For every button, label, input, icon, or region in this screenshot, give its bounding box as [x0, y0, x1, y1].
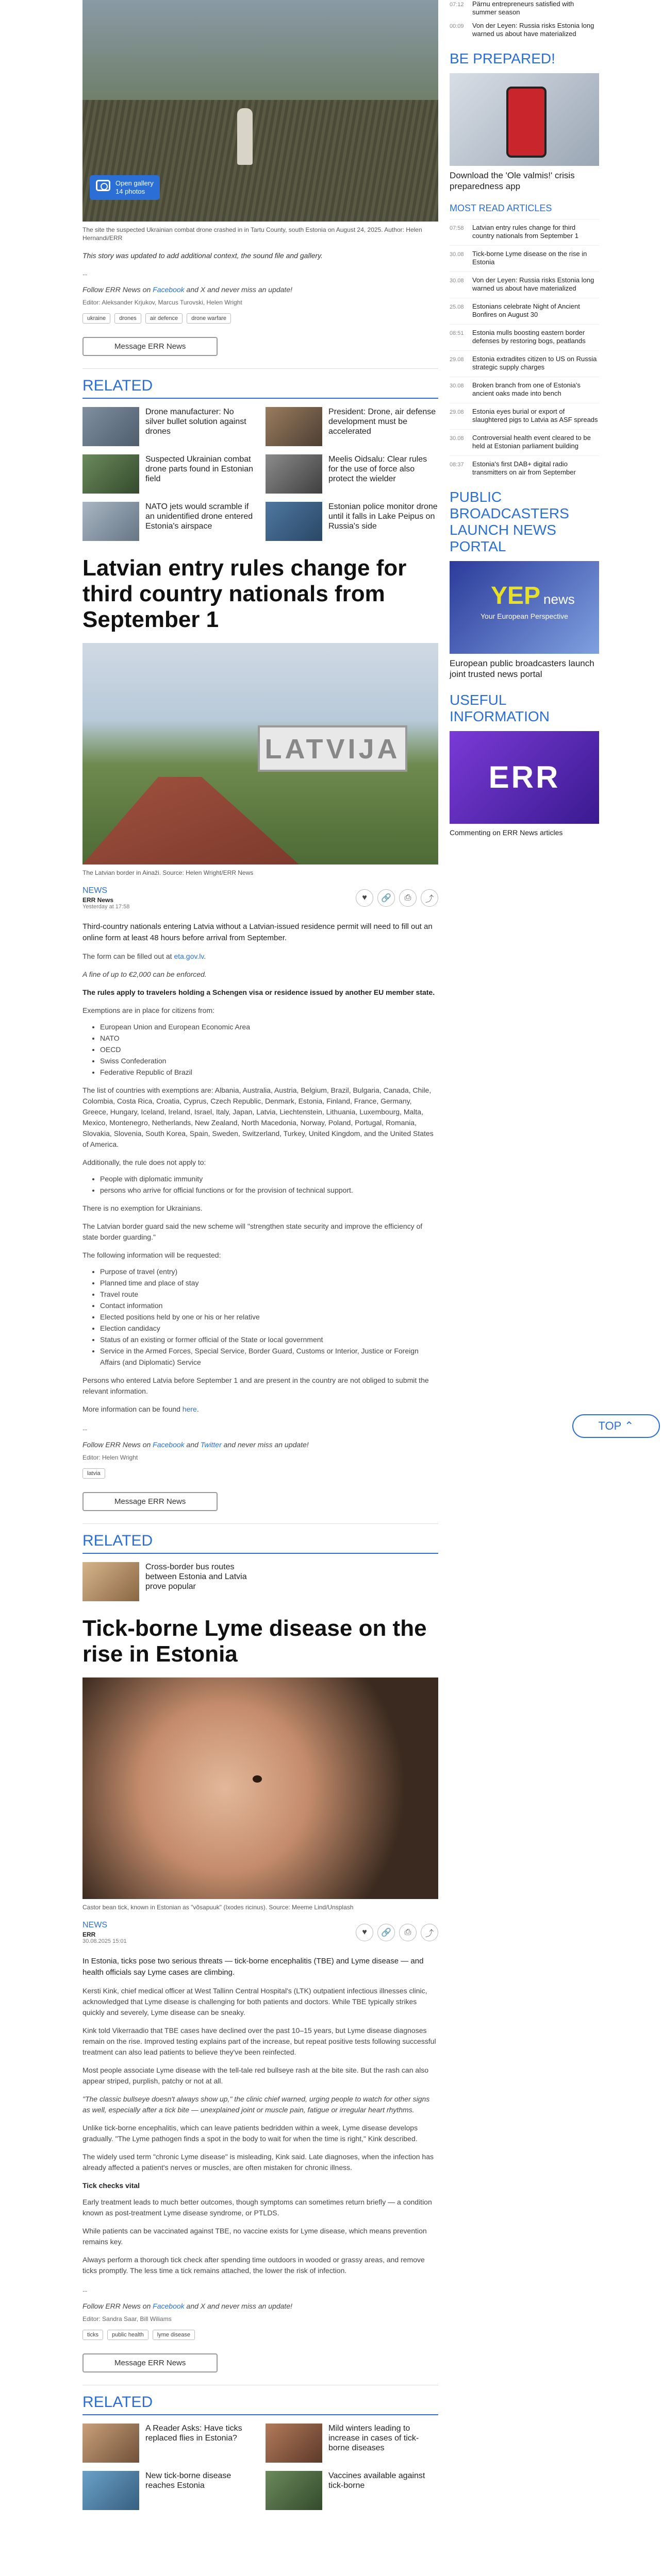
- image-caption: The site the suspected Ukrainian combat drone crashed in in Tartu County, south Estonia on August 24, 2025. Author: Helen Hernandi/ERR: [82, 226, 422, 242]
- related-item[interactable]: [82, 1562, 255, 1601]
- paragraph: Early treatment leads to much better outcomes, though symptoms can sometimes return briefly — a condition known as post-treatment Lyme disease syndrome, or PTLDS.: [82, 2198, 432, 2217]
- follow-prefix: Follow ERR News on: [82, 2302, 153, 2310]
- tag-list: [82, 313, 438, 324]
- field-ground: [82, 100, 438, 222]
- p1-suffix: .: [204, 952, 206, 960]
- related-grid: [82, 1562, 438, 1601]
- list-item: • Travel route: [100, 1289, 438, 1300]
- related-item[interactable]: [266, 2424, 438, 2463]
- paragraph: Persons who entered Latvia before September 1 and are present in the country are not obliged to submit the relevant information.: [82, 1376, 429, 1395]
- paragraph: The widely used term "chronic Lyme disease" is misleading, Kink said. Late diagnoses, when the infection has already affected a patient's nerves or muscles, are often mistaken for chronic illness.: [82, 2153, 434, 2172]
- news-title: Pärnu entrepreneurs satisfied with summer season: [472, 0, 574, 16]
- more-info-link[interactable]: here: [182, 1405, 197, 1413]
- list-item: • Status of an existing or former official of the State or local government: [100, 1334, 438, 1345]
- editor-line: Editor: Sandra Saar, Bill Wiliams: [82, 2315, 172, 2323]
- news-title: Von der Leyen: Russia risks Estonia long warned us about have materialized: [472, 22, 594, 38]
- most-read-item[interactable]: [450, 350, 599, 371]
- image-caption: Castor bean tick, known in Estonian as "võsapuuk" (Ixodes ricinus). Source: Meeme Lind/Unsplash: [82, 1904, 354, 1911]
- gallery-count: 14 photos: [115, 188, 145, 195]
- article-meta: [82, 1921, 438, 1944]
- facebook-link[interactable]: Facebook: [153, 2302, 185, 2310]
- exempt-list: [82, 1021, 438, 1078]
- related-thumbnail: [82, 502, 139, 541]
- tag[interactable]: latvia: [82, 1468, 105, 1479]
- err-logo-image[interactable]: ERR: [450, 731, 599, 824]
- list-item: • Purpose of travel (entry): [100, 1266, 438, 1277]
- list-item: • Contact information: [100, 1300, 438, 1311]
- share-icon[interactable]: ⤴: [421, 889, 438, 907]
- follow-line: [82, 2302, 438, 2310]
- paragraph: Kersti Kink, chief medical officer at West Tallinn Central Hospital's (LTK) outpatient infectious illnesses clinic, acknowledged that Lyme disease is challenging for both patients and doctors. While TBE typically strikes quickly and severely, Lyme disease can be sneaky.: [82, 1987, 427, 2016]
- tag[interactable]: air defence: [145, 313, 183, 324]
- related-heading: RELATED: [82, 2394, 438, 2415]
- related-title: Meelis Oidsalu: Clear rules for the use of force also protect the wielder: [328, 455, 427, 483]
- related-title: President: Drone, air defense development must be accelerated: [328, 408, 436, 436]
- tick-shape: [253, 1775, 262, 1783]
- news-title: Von der Leyen: Russia risks Estonia long warned us about have materialized: [472, 276, 594, 292]
- list-item: • Federative Republic of Brazil: [100, 1066, 438, 1078]
- share-icon[interactable]: ⤴: [421, 1924, 438, 1941]
- public-caption[interactable]: European public broadcasters launch joint trusted news portal: [450, 658, 594, 679]
- tick-image[interactable]: [82, 1677, 438, 1899]
- follow-prefix: Follow ERR News on: [82, 285, 153, 294]
- related-grid: [82, 2424, 438, 2510]
- related-item[interactable]: [82, 407, 255, 446]
- yep-logo: YEP: [491, 582, 541, 609]
- time-label: 30.08: [450, 278, 464, 284]
- article-title[interactable]: Tick-borne Lyme disease on the rise in Estonia: [82, 1616, 427, 1667]
- tag[interactable]: ticks: [82, 2330, 103, 2340]
- separator-dash: --: [82, 270, 88, 278]
- time-label: 08:51: [450, 330, 464, 336]
- related-heading: RELATED: [82, 1532, 438, 1554]
- paragraph: [82, 951, 438, 962]
- date-label: Yesterday at 17:58: [82, 904, 130, 910]
- related-item[interactable]: [82, 2471, 255, 2510]
- subheading: Tick checks vital: [82, 2181, 140, 2190]
- date-label: 30.08.2025 15:01: [82, 1938, 127, 1944]
- p11-suffix: .: [196, 1405, 199, 1413]
- news-title: Controversial health event cleared to be held at Estonian parliament building: [472, 434, 591, 450]
- related-item[interactable]: [266, 454, 438, 494]
- article-title[interactable]: Latvian entry rules change for third country nationals from September 1: [82, 555, 407, 632]
- facebook-link[interactable]: Facebook: [153, 1440, 185, 1449]
- heart-icon[interactable]: ♥: [356, 889, 373, 907]
- section-label[interactable]: NEWS: [82, 886, 107, 895]
- list-item: • Swiss Confederation: [100, 1055, 438, 1066]
- related-title: Mild winters leading to increase in cases of tick-borne diseases: [328, 2424, 419, 2452]
- paragraph: Unlike tick-borne encephalitis, which can leave patients bedridden within a week, Lyme disease develops gradually. "The Lyme pathogen finds a spot in the body to wait for when the time is right," Kink described.: [82, 2124, 418, 2143]
- related-thumbnail: [266, 2424, 322, 2463]
- useful-caption[interactable]: Commenting on ERR News articles: [450, 828, 563, 837]
- follow-line: [82, 285, 438, 294]
- time-label: 30.08: [450, 435, 464, 442]
- follow-line: [82, 1440, 438, 1449]
- news-title: Estonia extradites citizen to US on Russia strategic supply charges: [472, 355, 597, 371]
- facebook-link[interactable]: Facebook: [153, 285, 185, 294]
- paragraph: Most people associate Lyme disease with the tell-tale red bullseye rash at the bite site. But the rash can also appear striped, purplish, patchy or not at all.: [82, 2066, 429, 2085]
- news-title: Estonia mulls boosting eastern border defenses by restoring bogs, peatlands: [472, 329, 586, 345]
- camera-icon: [96, 180, 110, 191]
- time-label: 29.08: [450, 357, 464, 363]
- prepared-caption[interactable]: Download the 'Ole valmis!' crisis preparedness app: [450, 171, 575, 191]
- notapply-list: [82, 1173, 438, 1196]
- related-title: Suspected Ukrainian combat drone parts found in Estonian field: [145, 455, 254, 483]
- related-item[interactable]: [82, 454, 255, 494]
- back-to-top-button[interactable]: TOP ⌃: [572, 1414, 660, 1438]
- time-label: 00:09: [450, 23, 464, 29]
- message-err-button[interactable]: Message ERR News: [82, 337, 218, 356]
- most-read-item[interactable]: [450, 219, 599, 240]
- related-thumbnail: [266, 407, 322, 446]
- related-heading: RELATED: [82, 377, 438, 399]
- related-thumbnail: [82, 454, 139, 494]
- separator-dash: --: [82, 1425, 88, 1433]
- tag[interactable]: drone warfare: [187, 313, 231, 324]
- list-item: • Service in the Armed Forces, Special Service, Border Guard, Customs or Interior, Justice or Foreign Affairs (and Diplomatic) Service: [100, 1345, 438, 1368]
- article-lead: Third-country nationals entering Latvia without a Latvian-issued residence permit will need to fill out an online form at least 48 hours before arrival from September.: [82, 922, 433, 942]
- yep-news-image[interactable]: [450, 561, 599, 654]
- list-item: • People with diplomatic immunity: [100, 1173, 438, 1184]
- meta-left: [82, 886, 129, 910]
- link-icon[interactable]: 🔗: [377, 1924, 395, 1941]
- link-icon[interactable]: 🔗: [377, 889, 395, 907]
- most-read-item[interactable]: [450, 403, 599, 424]
- eta-link[interactable]: eta.gov.lv: [174, 952, 204, 960]
- time-label: 08:37: [450, 462, 464, 468]
- related-thumbnail: [82, 2424, 139, 2463]
- latvia-border-image[interactable]: [82, 643, 438, 865]
- follow-suffix: and X and never miss an update!: [184, 2302, 292, 2310]
- heart-icon[interactable]: ♥: [356, 1924, 373, 1941]
- most-read-item[interactable]: [450, 245, 599, 266]
- yep-news-word: news: [543, 591, 575, 607]
- related-grid: [82, 407, 438, 541]
- related-title: NATO jets would scramble if an unidentified drone entered Estonia's airspace: [145, 502, 253, 531]
- related-item[interactable]: [82, 502, 255, 541]
- tag[interactable]: public health: [107, 2330, 148, 2340]
- list-item: • Planned time and place of stay: [100, 1277, 438, 1289]
- twitter-link[interactable]: Twitter: [200, 1440, 222, 1449]
- main-column: [82, 0, 438, 2510]
- p1-prefix: The form can be filled out at: [82, 952, 174, 960]
- related-title: Vaccines available against tick-borne: [328, 2471, 425, 2490]
- time-label: 07:58: [450, 225, 464, 231]
- source-label: ERR: [82, 1931, 96, 1938]
- image-caption: The Latvian border in Ainaži. Source: Helen Wright/ERR News: [82, 869, 254, 876]
- follow-suffix: and X and never miss an update!: [184, 285, 292, 294]
- follow-prefix: Follow ERR News on: [82, 1440, 153, 1449]
- public-broadcasters-heading: PUBLIC BROADCASTERS LAUNCH NEWS PORTAL: [450, 489, 569, 554]
- related-thumbnail: [266, 502, 322, 541]
- paragraph: "The classic bullseye doesn't always show up," the clinic chief warned, urging people to watch for other signs as well, especially after a tick bite — unexplained joint or muscle pain, fatigue or irregular heart rhythms.: [82, 2095, 430, 2114]
- bold-text: The rules apply to travelers holding a Schengen visa or residence issued by another EU member state.: [82, 988, 435, 996]
- print-icon[interactable]: ⎙: [399, 1924, 417, 1941]
- tag-list: [82, 2330, 438, 2340]
- news-title: Estonia eyes burial or export of slaughtered pigs to Latvia as ASF spreads: [472, 408, 598, 423]
- list-item: • Elected positions held by one or his or her relative: [100, 1311, 438, 1323]
- p11-prefix: More information can be found: [82, 1405, 183, 1413]
- list-item: • OECD: [100, 1044, 438, 1055]
- sidebar-news-item[interactable]: [450, 22, 599, 38]
- editor-line: Editor: Aleksander Krjukov, Marcus Turovski, Helen Wright: [82, 299, 242, 306]
- related-title: Drone manufacturer: No silver bullet solution against drones: [145, 408, 246, 436]
- tag[interactable]: drones: [114, 313, 141, 324]
- news-title: Estonians celebrate Night of Ancient Bonfires on August 30: [472, 302, 580, 318]
- related-item[interactable]: [266, 407, 438, 446]
- related-title: New tick-borne disease reaches Estonia: [145, 2471, 231, 2490]
- divider: [82, 1523, 438, 1524]
- most-read-item[interactable]: [450, 455, 599, 477]
- article-actions: [356, 889, 438, 907]
- time-label: 29.08: [450, 409, 464, 415]
- time-label: 25.08: [450, 304, 464, 310]
- related-thumbnail: [82, 1562, 139, 1601]
- list-item: • NATO: [100, 1032, 438, 1044]
- related-item[interactable]: [266, 502, 438, 541]
- related-thumbnail: [266, 2471, 322, 2510]
- paragraph: The following information will be requested:: [82, 1251, 221, 1259]
- paragraph: [82, 987, 438, 998]
- paragraph: [82, 1404, 438, 1415]
- gallery-label: Open gallery: [115, 179, 154, 187]
- print-icon[interactable]: ⎙: [399, 889, 417, 907]
- most-read-item[interactable]: [450, 298, 599, 319]
- article-meta: [82, 886, 438, 910]
- update-note: This story was updated to add additional context, the sound file and gallery.: [82, 251, 323, 260]
- road-shape: [82, 777, 299, 865]
- sidebar: [450, 0, 599, 837]
- tag-list: [82, 1468, 438, 1479]
- most-read-list: [450, 219, 599, 477]
- tag[interactable]: ukraine: [82, 313, 110, 324]
- list-item: • European Union and European Economic Area: [100, 1021, 438, 1032]
- paragraph: While patients can be vaccinated against TBE, no vaccine exists for Lyme disease, which means prevention remains key.: [82, 2227, 427, 2246]
- divider: [82, 368, 438, 369]
- be-prepared-heading: BE PREPARED!: [450, 50, 555, 66]
- related-title: Cross-border bus routes between Estonia and Latvia prove popular: [145, 1563, 247, 1591]
- follow-and: and: [184, 1440, 201, 1449]
- news-title: Estonia's first DAB+ digital radio transmitters on air from September: [472, 460, 576, 476]
- yep-subtitle: Your European Perspective: [481, 612, 568, 620]
- paragraph: Additionally, the rule does not apply to:: [82, 1158, 206, 1166]
- news-title: Broken branch from one of Estonia's ancient oaks made into bench: [472, 381, 581, 397]
- time-label: 07:12: [450, 2, 464, 8]
- most-read-item[interactable]: [450, 377, 599, 398]
- related-thumbnail: [82, 2471, 139, 2510]
- message-err-button[interactable]: Message ERR News: [82, 2353, 218, 2372]
- paragraph: The list of countries with exemptions are: Albania, Australia, Austria, Belgium, Brazil, Bulgaria, Canada, Chile, Colombia, Costa Rica, Croatia, Cyprus, Czech Republic, Denmark, Estonia, Finland, France, Germany, Greece, Hungary, Iceland, Ireland, Israel, Italy, Japan, Latvia, Liechtenstein, Lithuania, Luxembourg, Malta, Mexico, Montenegro, Netherlands, New Zealand, North Macedonia, Norway, Poland, Portugal, Romania, Slovakia, Slovenia, South Korea, Spain, Sweden, Switzerland, Turkey, United Kingdom, and the United States of America.: [82, 1086, 434, 1148]
- latvija-sign: LATVIJA: [258, 725, 407, 772]
- drone-crash-image[interactable]: [82, 0, 438, 222]
- article-actions: [356, 1924, 438, 1941]
- related-item[interactable]: [266, 2471, 438, 2510]
- most-read-item[interactable]: [450, 272, 599, 293]
- related-title: Estonian police monitor drone until it falls in Lake Peipus on Russia's side: [328, 502, 438, 531]
- message-err-button[interactable]: Message ERR News: [82, 1492, 218, 1511]
- meta-left: [82, 1921, 127, 1944]
- related-thumbnail: [82, 407, 139, 446]
- paragraph: There is no exemption for Ukrainians.: [82, 1204, 203, 1212]
- tag[interactable]: lyme disease: [153, 2330, 195, 2340]
- paragraph: Exemptions are in place for citizens from:: [82, 1006, 214, 1014]
- editor-line: Editor: Helen Wright: [82, 1454, 138, 1461]
- time-label: 30.08: [450, 383, 464, 389]
- news-title: Latvian entry rules change for third country nationals from September 1: [472, 224, 578, 240]
- follow-suffix: and never miss an update!: [221, 1440, 309, 1449]
- paragraph: The Latvian border guard said the new scheme will "strengthen state security and improve the efficiency of state border guarding.": [82, 1222, 423, 1241]
- most-read-heading: MOST READ ARTICLES: [450, 203, 552, 213]
- requested-list: [82, 1266, 438, 1368]
- news-title: Tick-borne Lyme disease on the rise in Estonia: [472, 250, 587, 266]
- related-title: A Reader Asks: Have ticks replaced flies in Estonia?: [145, 2424, 242, 2443]
- list-item: • persons who arrive for official functions or for the provision of technical support.: [100, 1184, 438, 1196]
- article-lead: In Estonia, ticks pose two serious threats — tick-borne encephalitis (TBE) and Lyme disease — and health officials say Lyme cases are climbing.: [82, 1957, 424, 1977]
- related-item[interactable]: [82, 2424, 255, 2463]
- paragraph: A fine of up to €2,000 can be enforced.: [82, 970, 207, 978]
- most-read-item[interactable]: [450, 324, 599, 345]
- separator-dash: --: [82, 2286, 88, 2295]
- list-item: • Election candidacy: [100, 1323, 438, 1334]
- paragraph: Kink told Vikerraadio that TBE cases have declined over the past 10–15 years, but Lyme disease diagnoses remain on the rise. Improved testing explains part of the increase, but repeat positive tests following successful treatment can also lead patients to believe they've been reinfected.: [82, 2026, 436, 2056]
- sidebar-news-item[interactable]: [450, 0, 599, 16]
- open-gallery-button[interactable]: [90, 175, 160, 200]
- paragraph: Always perform a thorough tick check after spending time outdoors in wooded or grassy areas, and remove ticks promptly. The less time a tick remains attached, the lower the risk of infection.: [82, 2256, 425, 2275]
- prepared-app-image[interactable]: [450, 73, 599, 166]
- time-label: 30.08: [450, 251, 464, 258]
- person-figure: [237, 108, 253, 165]
- most-read-item[interactable]: [450, 429, 599, 450]
- useful-info-heading: USEFUL INFORMATION: [450, 692, 550, 724]
- related-thumbnail: [266, 454, 322, 494]
- source-label: ERR News: [82, 896, 114, 904]
- section-label[interactable]: NEWS: [82, 1921, 107, 1929]
